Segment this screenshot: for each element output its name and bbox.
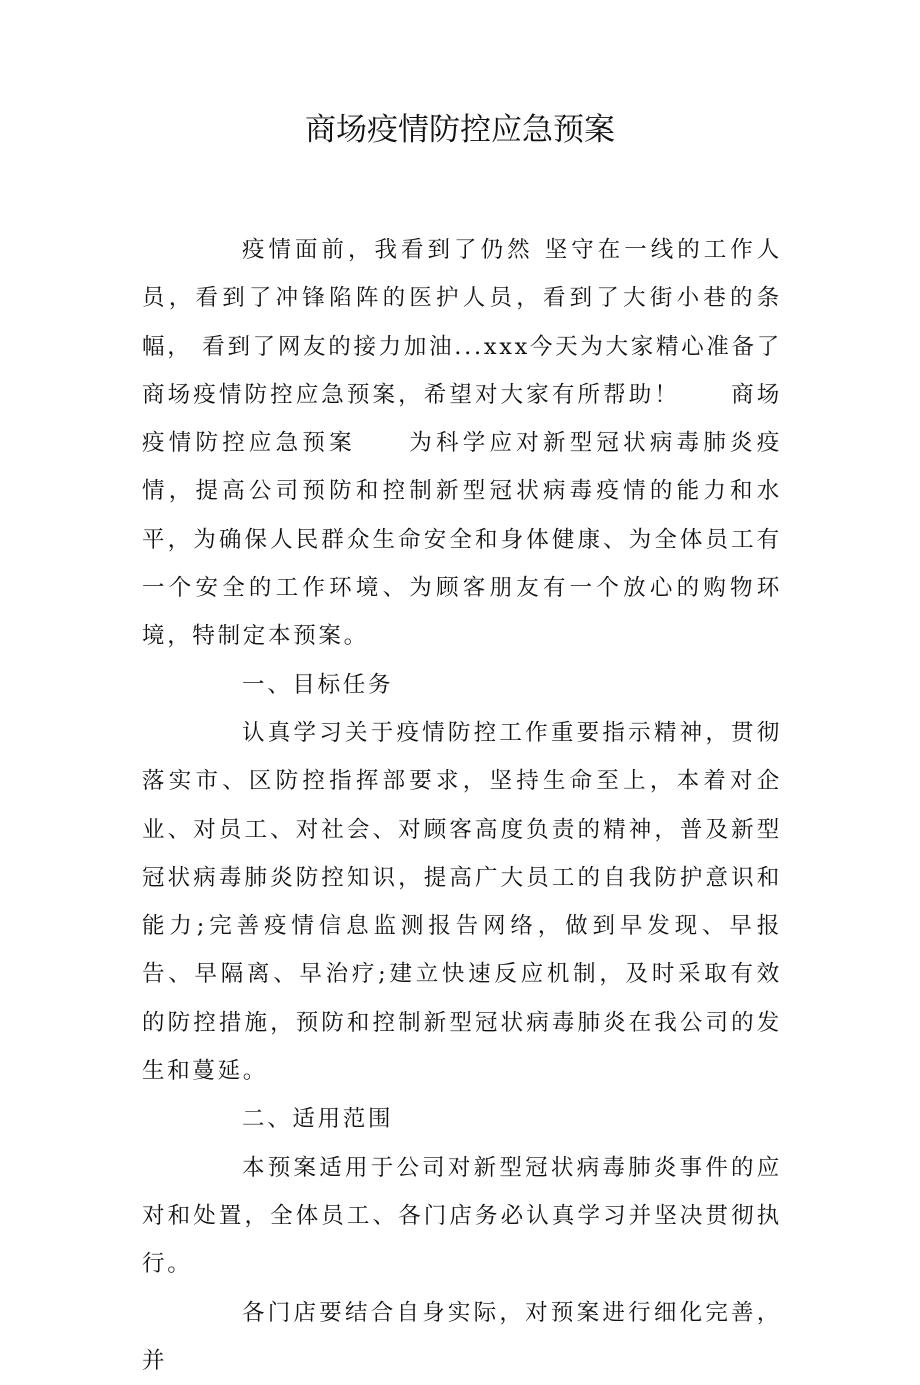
store-paragraph: 各门店要结合自身实际，对预案进行细化完善，并 xyxy=(142,1299,782,1374)
scope-paragraph: 本预案适用于公司对新型冠状病毒肺炎事件的应对和处置，全体员工、各门店务必认真学习并坚决贯彻执行。 xyxy=(142,1154,782,1278)
intro-paragraph: 疫情面前，我看到了仍然 坚守在一线的工作人员，看到了冲锋陷阵的医护人员，看到了大街小巷的条幅， 看到了网友的接力加油...xxx今天为大家精心准备了商场疫情防控应急预案，希望对大家有所帮助！ 商场疫情防控应急预案 为科学应对新型冠状病毒肺炎疫情，提高公司预防和控制新型冠状病毒疫情的能力和水平，为确保人民群众生命安全和身体健康、为全体员工有一个安全的工作环境、为顾客朋友有一个放心的购物环境，特制定本预案。 xyxy=(142,237,782,650)
section-heading-scope: 二、适用范围 xyxy=(242,1106,394,1133)
section-heading-goals: 一、目标任务 xyxy=(242,671,394,698)
document-body xyxy=(142,226,782,1385)
document-title: 商场疫情防控应急预案 xyxy=(305,112,615,148)
goals-paragraph: 认真学习关于疫情防控工作重要指示精神，贯彻落实市、区防控指挥部要求，坚持生命至上，本着对企业、对员工、对社会、对顾客高度负责的精神，普及新型冠状病毒肺炎防控知识，提高广大员工的自我防护意识和能力;完善疫情信息监测报告网络，做到早发现、早报告、早隔离、早治疗;建立快速反应机制，及时采取有效的防控措施，预防和控制新型冠状病毒肺炎在我公司的发生和蔓延。 xyxy=(142,719,782,1085)
